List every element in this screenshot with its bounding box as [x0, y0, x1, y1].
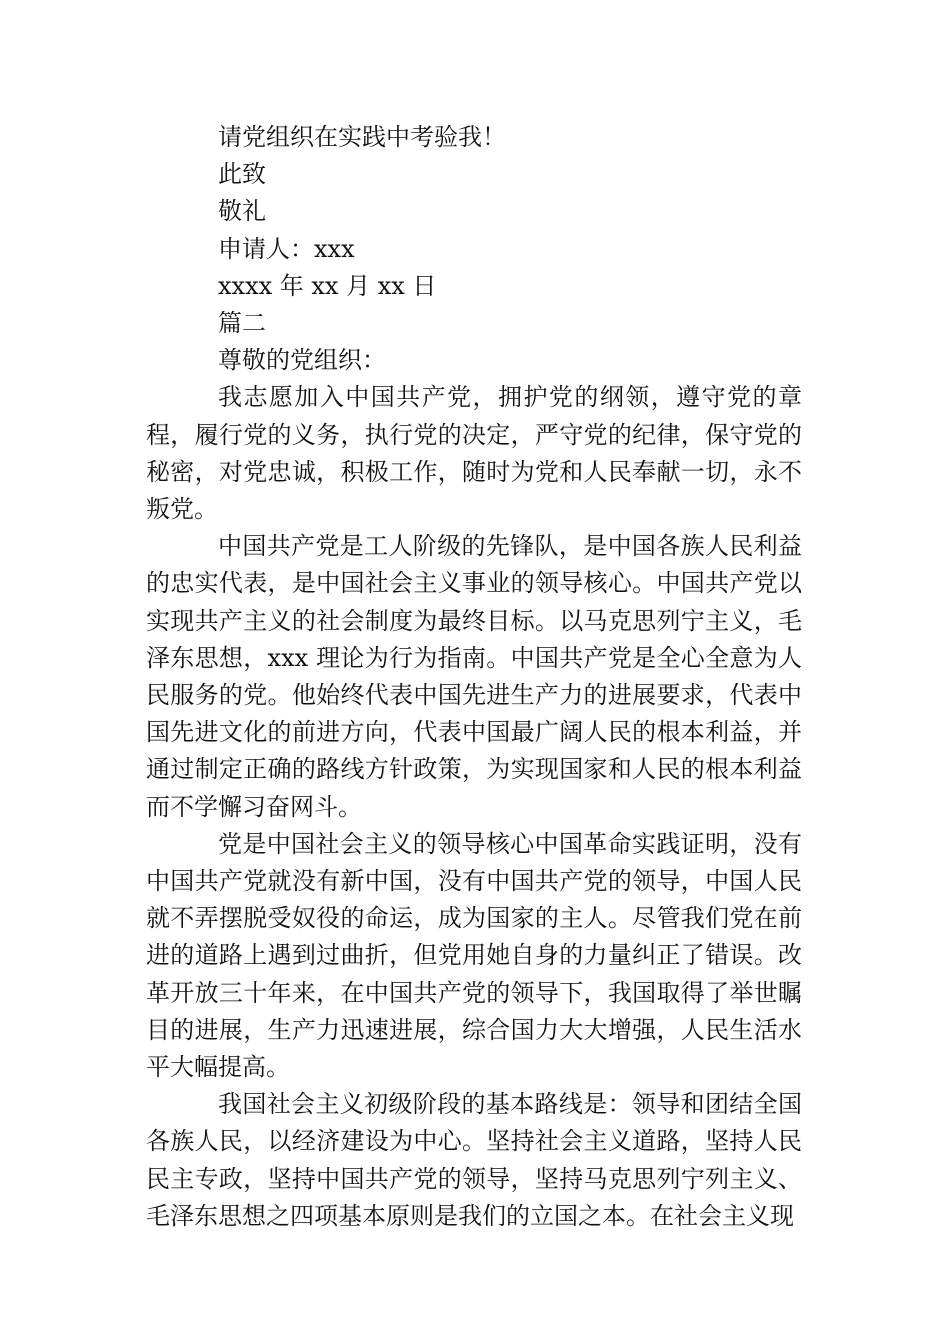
applicant-line: 申请人：xxx — [218, 234, 355, 263]
section-title: 篇二 — [218, 309, 266, 338]
body-paragraph: 党是中国社会主义的领导核心中国革命实践证明，没有中国共产党就没有新中国，没有中国共产党的领导，中国人民就不弄摆脱受奴役的命运，成为国家的主人。尽管我们党在前进的道路上遇到过曲折，但党用她自身的力量纠正了错误。改革开放三十年来，在中国共产党的领导下，我国取得了举世瞩目的进展，生产力迅速进展，综合国力大大增强，人民生活水平大幅提高。 — [146, 829, 802, 1082]
salutation: 尊敬的党组织： — [218, 346, 386, 375]
closing-salute: 此致 — [218, 160, 266, 189]
body-paragraph: 我国社会主义初级阶段的基本路线是：领导和团结全国各族人民，以经济建设为中心。坚持社会主义道路，坚持人民民主专政，坚持中国共产党的领导，坚持马克思列宁列主义、毛泽东思想之四项基本原则是我们的立国之本。在社会主义现 — [146, 1090, 802, 1230]
closing-regards: 敬礼 — [218, 197, 266, 226]
closing-line: 请党组织在实践中考验我！ — [218, 123, 506, 151]
body-paragraph: 我志愿加入中国共产党，拥护党的纲领，遵守党的章程，履行党的义务，执行党的决定，严守党的纪律，保守党的秘密，对党忠诚，积极工作，随时为党和人民奉献一切，永不叛党。 — [146, 383, 802, 524]
date-line: xxxx 年 xx 月 xx 日 — [218, 271, 437, 300]
body-paragraph: 中国共产党是工人阶级的先锋队，是中国各族人民利益的忠实代表，是中国社会主义事业的领导核心。中国共产党以实现共产主义的社会制度为最终目标。以马克思列宁主义，毛泽东思想，xxx 理论为行为指南。中国共产党是全心全意为人民服务的党。他始终代表中国先进生产力的进展要求，代表中国先进文化的前进方向，代表中国最广阔人民的根本利益，并通过制定正确的路线方针政策，为实现国家和人民的根本利益而不学懈习奋网斗。 — [146, 532, 802, 821]
document-body — [146, 119, 802, 1235]
